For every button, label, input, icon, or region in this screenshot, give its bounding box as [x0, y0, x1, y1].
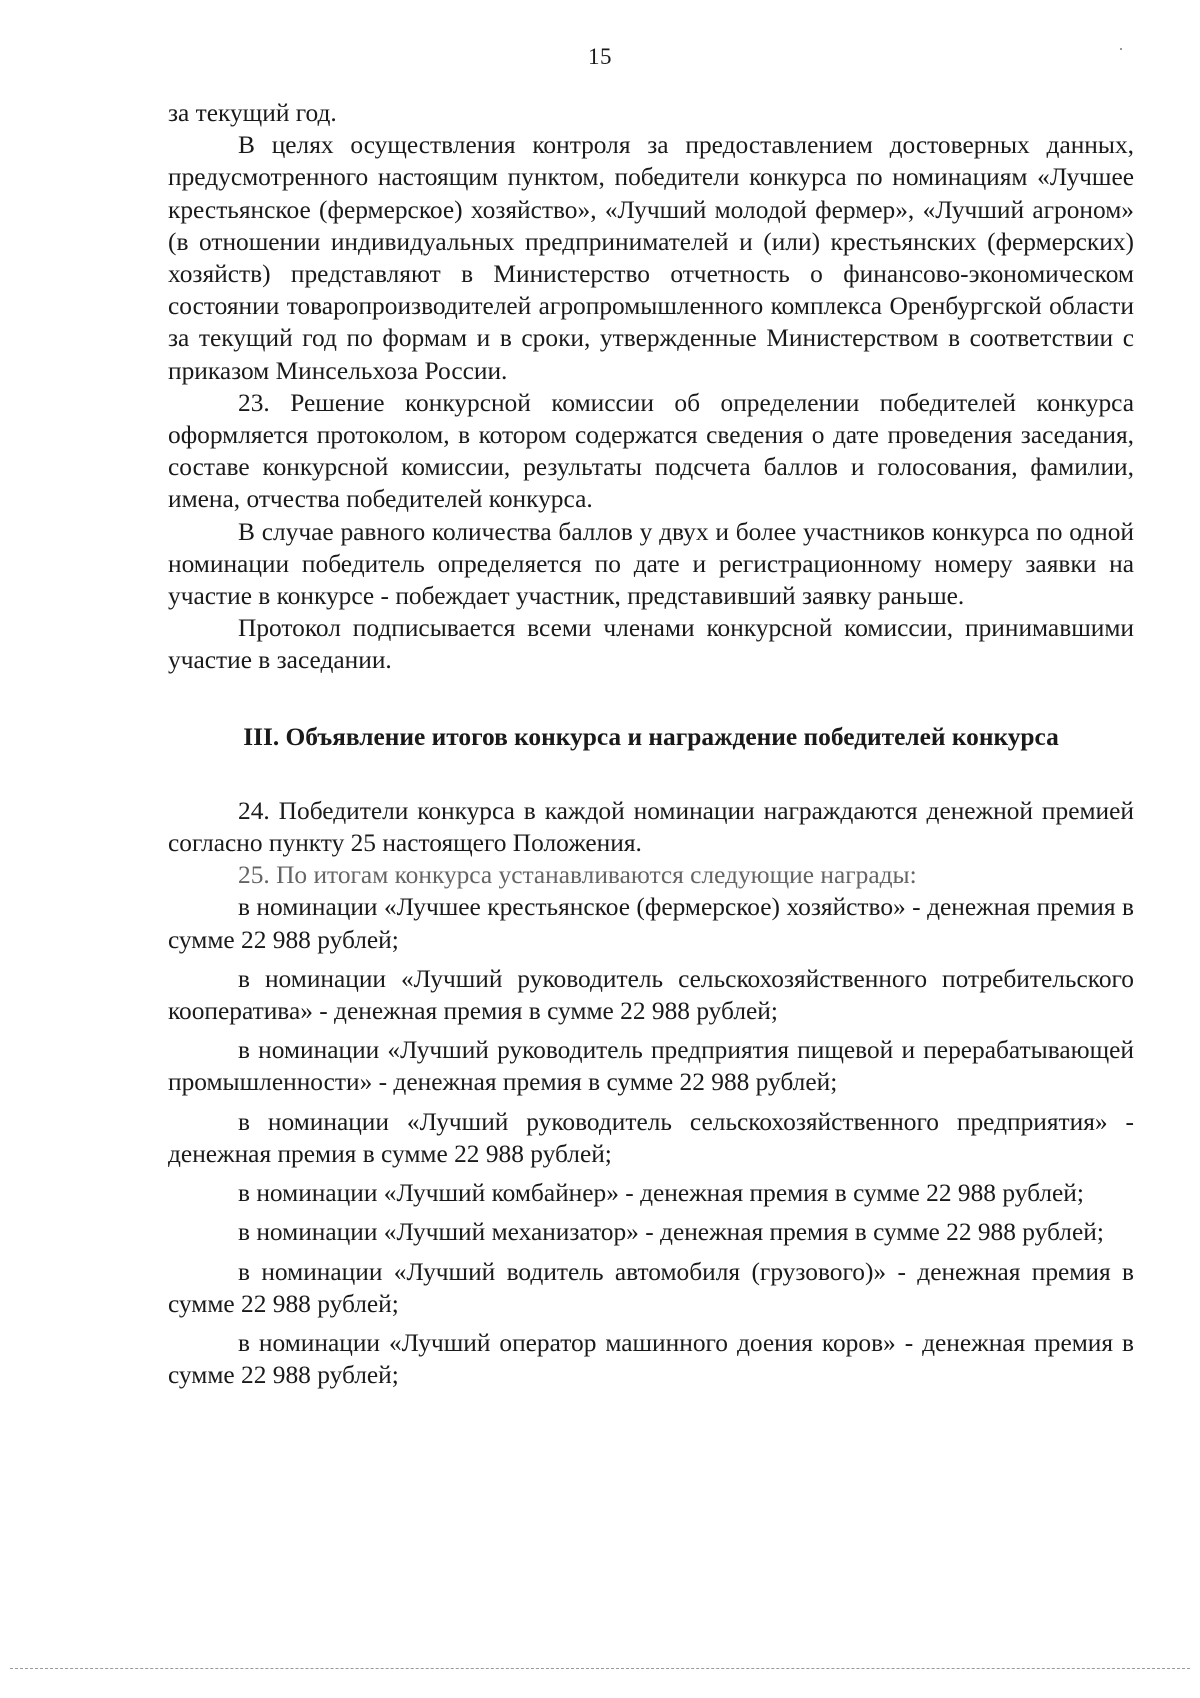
award-item: в номинации «Лучший механизатор» - денежная премия в сумме 22 988 рублей; — [238, 1218, 1104, 1247]
award-item: в номинации «Лучший руководитель сельскохозяйственного потребительского кооператива» - денежная премия в сумме 22 988 рублей; — [168, 964, 1134, 1026]
award-item: в номинации «Лучший руководитель предприятия пищевой и перерабатывающей промышленности» - денежная премия в сумме 22 988 рублей; — [168, 1036, 1134, 1097]
award-item: в номинации «Лучший оператор машинного доения коров» - денежная премия в сумме 22 988 рублей; — [168, 1328, 1134, 1390]
paragraph-protocol-signing: Протокол подписывается всеми членами конкурсной комиссии, принимавшими участие в заседании. — [168, 614, 1134, 675]
award-item: в номинации «Лучший водитель автомобиля (грузового)» - денежная премия в сумме 22 988 рублей; — [168, 1257, 1134, 1318]
document-body — [168, 97, 1134, 1391]
paragraph-equal-points: В случае равного количества баллов у двух и более участников конкурса по одной номинации победитель определяется по дате и регистрационному номеру заявки на участие в конкурсе - побеждает участник, представивший заявку раньше. — [168, 517, 1134, 611]
award-item: в номинации «Лучшее крестьянское (фермерское) хозяйство» - денежная премия в сумме 22 988 рублей; — [168, 893, 1134, 954]
page-number: 15 — [588, 44, 612, 69]
scan-bottom-edge — [10, 1668, 1190, 1669]
paragraph-item-25: 25. По итогам конкурса устанавливаются следующие награды: — [238, 861, 917, 890]
section-heading: III. Объявление итогов конкурса и награждение победителей конкурса — [243, 722, 1059, 751]
paragraph-item-23: 23. Решение конкурсной комиссии об определении победителей конкурса оформляется протоколом, в котором содержатся сведения о дате проведения заседания, составе конкурсной комиссии, результаты подсчета баллов и голосования, фамилии, имена, отчества победителей конкурса. — [168, 388, 1134, 514]
paragraph-item-24: 24. Победители конкурса в каждой номинации награждаются денежной премией согласно пункту 25 настоящего Положения. — [168, 796, 1134, 858]
award-item: в номинации «Лучший руководитель сельскохозяйственного предприятия» - денежная премия в сумме 22 988 рублей; — [168, 1107, 1134, 1168]
award-item: в номинации «Лучший комбайнер» - денежная премия в сумме 22 988 рублей; — [238, 1179, 1084, 1208]
paragraph-control-data: В целях осуществления контроля за предоставлением достоверных данных, предусмотренного настоящим пунктом, победители конкурса по номинациям «Лучшее крестьянское (фермерское) хозяйство», «Лучший молодой фермер», «Лучший агроном» (в отношении индивидуальных предпринимателей и (или) крестьянских (фермерских) хозяйств) представляют в Министерство отчетность о финансово-экономическом состоянии товаропроизводителей агропромышленного комплекса Оренбургской области за текущий год по формам и в сроки, утвержденные Министерством в соответствии с приказом Минсельхоза России. — [168, 131, 1134, 385]
paragraph-continuation: за текущий год. — [168, 99, 337, 127]
